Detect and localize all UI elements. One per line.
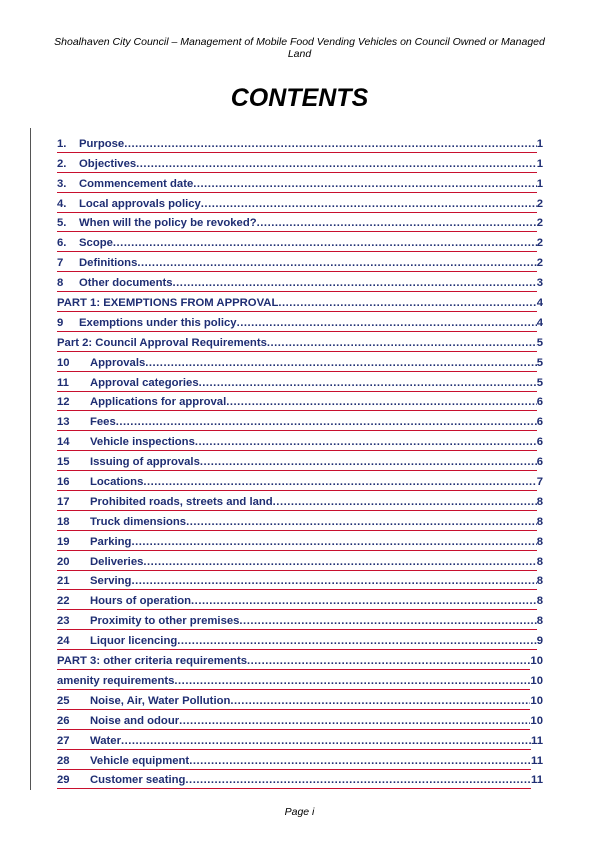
toc-entry-link[interactable] <box>57 317 537 332</box>
toc-entry-title: Truck dimensions <box>90 515 187 528</box>
toc-dot-leader <box>200 456 537 469</box>
toc-entry[interactable] <box>57 670 543 690</box>
toc-entry-link[interactable] <box>57 536 537 551</box>
toc-entry-link[interactable] <box>57 755 531 770</box>
toc-entry-title: Hours of operation <box>90 595 192 608</box>
toc-entry-number: 27 <box>57 734 70 747</box>
toc-entry-number: 13 <box>57 416 70 429</box>
toc-entry-page: 10 <box>530 655 543 668</box>
toc-dot-leader <box>273 496 537 509</box>
toc-entry-page: 8 <box>536 515 543 528</box>
toc-entry[interactable] <box>57 372 543 392</box>
toc-entry-link[interactable] <box>57 476 537 491</box>
toc-entry-page: 8 <box>536 555 543 568</box>
toc-entry-number: 21 <box>57 575 70 588</box>
toc-entry-link[interactable] <box>57 357 537 372</box>
toc-entry-title: Definitions <box>79 257 138 270</box>
toc-dot-leader <box>239 615 536 628</box>
toc-entry-number: 23 <box>57 615 70 628</box>
toc-entry-link[interactable] <box>57 217 537 232</box>
toc-entry-number: 9 <box>57 316 64 329</box>
toc-entry-title: Proximity to other premises <box>90 615 240 628</box>
toc-entry-number: 24 <box>57 635 70 648</box>
toc-entry-number: 1. <box>57 137 67 150</box>
toc-entry-title: Noise and odour <box>90 714 180 727</box>
toc-entry-page: 11 <box>531 734 543 747</box>
toc-entry-title: Locations <box>90 476 144 489</box>
toc-entry[interactable] <box>57 193 543 213</box>
toc-entry-number: 4. <box>57 197 67 210</box>
toc-entry[interactable] <box>57 411 543 431</box>
toc-entry-title: PART 3: other criteria requirements <box>57 655 248 668</box>
toc-entry-title: Deliveries <box>90 555 144 568</box>
toc-entry-page: 4 <box>536 316 543 329</box>
toc-entry-title: Issuing of approvals <box>90 456 200 469</box>
toc-entry-title: PART 1: EXEMPTIONS FROM APPROVAL <box>57 297 279 310</box>
toc-dot-leader <box>113 237 537 250</box>
toc-entry-number: 25 <box>57 694 70 707</box>
toc-entry-title: Commencement date <box>79 177 194 190</box>
toc-entry-number: 17 <box>57 495 70 508</box>
toc-entry-link[interactable] <box>57 257 537 272</box>
toc-entry[interactable] <box>57 650 543 670</box>
toc-entry-number: 7 <box>57 257 64 270</box>
toc-entry-page: 10 <box>530 694 543 707</box>
toc-entry[interactable] <box>57 392 543 412</box>
toc-entry[interactable] <box>57 252 543 272</box>
toc-dot-leader <box>185 774 531 787</box>
toc-entry-page: 2 <box>536 257 543 270</box>
toc-entry-link[interactable] <box>57 277 537 292</box>
toc-entry[interactable] <box>57 133 543 153</box>
toc-entry-title: Scope <box>79 237 113 250</box>
toc-entry[interactable] <box>57 610 543 630</box>
toc-entry-link[interactable] <box>57 138 537 153</box>
toc-entry-page: 2 <box>536 237 543 250</box>
toc-entry[interactable] <box>57 431 543 451</box>
toc-entry[interactable] <box>57 471 543 491</box>
toc-entry-link[interactable] <box>57 695 530 710</box>
toc-entry-number: 14 <box>57 436 70 449</box>
toc-dot-leader <box>131 536 536 549</box>
toc-dot-leader <box>199 377 537 390</box>
running-header <box>40 36 559 60</box>
toc-entry-page: 8 <box>536 595 543 608</box>
toc-entry[interactable] <box>57 352 543 372</box>
toc-dot-leader <box>124 138 537 151</box>
toc-entry-number: 11 <box>57 376 69 389</box>
toc-dot-leader <box>257 217 537 230</box>
toc-dot-leader <box>174 675 530 688</box>
toc-entry-number: 18 <box>57 515 70 528</box>
toc-entry[interactable] <box>57 451 543 471</box>
toc-entry-page: 9 <box>536 635 543 648</box>
toc-entry-title: amenity requirements <box>57 674 175 687</box>
toc-entry[interactable] <box>57 173 543 193</box>
toc-dot-leader <box>226 396 536 409</box>
toc-entry-page: 6 <box>536 436 543 449</box>
toc-entry-page: 1 <box>536 157 543 170</box>
table-of-contents <box>57 133 543 789</box>
toc-dot-leader <box>143 556 536 569</box>
toc-entry-link[interactable] <box>57 615 537 630</box>
toc-entry-title: Purpose <box>79 137 125 150</box>
toc-entry-page: 8 <box>536 615 543 628</box>
toc-entry-title: Prohibited roads, streets and land <box>90 495 273 508</box>
toc-entry-title: Approval categories <box>90 376 199 389</box>
toc-entry-page: 1 <box>536 177 543 190</box>
toc-dot-leader <box>191 595 537 608</box>
toc-entry-page: 1 <box>536 137 543 150</box>
toc-entry-link[interactable] <box>57 178 537 193</box>
toc-entry-link[interactable] <box>57 456 537 471</box>
toc-dot-leader <box>116 416 537 429</box>
toc-entry[interactable] <box>57 750 543 770</box>
toc-entry-number: 3. <box>57 177 67 190</box>
toc-entry-link[interactable] <box>57 655 530 670</box>
toc-entry[interactable] <box>57 730 543 750</box>
toc-dot-leader <box>121 735 531 748</box>
toc-dot-leader <box>143 476 536 489</box>
toc-dot-leader <box>278 297 536 310</box>
toc-entry[interactable] <box>57 292 543 312</box>
toc-entry[interactable] <box>57 232 543 252</box>
toc-entry-title: When will the policy be revoked? <box>79 217 257 230</box>
toc-entry-number: 19 <box>57 535 70 548</box>
toc-entry-number: 29 <box>57 774 70 787</box>
toc-entry-title: Applications for approval <box>90 396 227 409</box>
toc-entry-number: 15 <box>57 456 70 469</box>
toc-entry-title: Noise, Air, Water Pollution <box>90 694 231 707</box>
toc-entry-title: Customer seating <box>90 774 186 787</box>
toc-entry-page: 2 <box>536 197 543 210</box>
toc-entry-title: Parking <box>90 535 132 548</box>
toc-entry[interactable] <box>57 630 543 650</box>
toc-entry[interactable] <box>57 571 543 591</box>
toc-entry[interactable] <box>57 213 543 233</box>
toc-dot-leader <box>237 317 537 330</box>
toc-entry-page: 11 <box>531 754 543 767</box>
toc-entry[interactable] <box>57 590 543 610</box>
toc-dot-leader <box>193 178 536 191</box>
toc-entry-title: Vehicle inspections <box>90 436 195 449</box>
toc-entry-number: 22 <box>57 595 70 608</box>
toc-entry[interactable] <box>57 511 543 531</box>
toc-entry-page: 4 <box>536 297 543 310</box>
toc-entry-page: 2 <box>536 217 543 230</box>
toc-entry-link[interactable] <box>57 396 537 411</box>
toc-entry-link[interactable] <box>57 675 530 690</box>
toc-entry-link[interactable] <box>57 635 537 650</box>
toc-entry-title: Other documents <box>79 277 173 290</box>
toc-entry-link[interactable] <box>57 715 530 730</box>
toc-entry-link[interactable] <box>57 436 537 451</box>
toc-entry-page: 8 <box>536 575 543 588</box>
toc-entry[interactable] <box>57 332 543 352</box>
toc-entry-number: 5. <box>57 217 67 230</box>
toc-entry-title: Liquor licencing <box>90 635 178 648</box>
toc-entry[interactable] <box>57 531 543 551</box>
toc-entry-link[interactable] <box>57 237 537 252</box>
page-number: Page i <box>284 806 315 818</box>
toc-entry-link[interactable] <box>57 575 537 590</box>
toc-entry-number: 12 <box>57 396 70 409</box>
toc-entry-page: 8 <box>536 535 543 548</box>
toc-entry-link[interactable] <box>57 297 537 312</box>
toc-entry-number: 16 <box>57 476 70 489</box>
toc-entry[interactable] <box>57 551 543 571</box>
toc-entry-page: 5 <box>536 336 543 349</box>
toc-entry-link[interactable] <box>57 735 531 750</box>
toc-entry-number: 6. <box>57 237 67 250</box>
toc-entry-title: Serving <box>90 575 132 588</box>
toc-dot-leader <box>267 337 537 350</box>
toc-dot-leader <box>145 357 536 370</box>
toc-entry-page: 6 <box>536 456 543 469</box>
toc-entry-title: Local approvals policy <box>79 197 201 210</box>
toc-entry-link[interactable] <box>57 556 537 571</box>
toc-entry-number: 28 <box>57 754 70 767</box>
toc-entry-number: 10 <box>57 356 70 369</box>
toc-entry[interactable] <box>57 690 543 710</box>
toc-entry-link[interactable] <box>57 416 537 431</box>
toc-entry-title: Exemptions under this policy <box>79 316 237 329</box>
toc-dot-leader <box>136 158 537 171</box>
toc-entry-page: 6 <box>536 396 543 409</box>
toc-dot-leader <box>230 695 530 708</box>
toc-entry-title: Part 2: Council Approval Requirements <box>57 336 267 349</box>
page-title: CONTENTS <box>230 84 369 112</box>
toc-entry-number: 26 <box>57 714 70 727</box>
toc-entry-page: 8 <box>536 495 543 508</box>
toc-entry-link[interactable] <box>57 198 537 213</box>
toc-dot-leader <box>195 436 537 449</box>
toc-entry-title: Vehicle equipment <box>90 754 190 767</box>
toc-entry[interactable] <box>57 710 543 730</box>
toc-dot-leader <box>201 198 537 211</box>
toc-entry-page: 10 <box>530 674 543 687</box>
toc-dot-leader <box>131 575 536 588</box>
toc-entry-page: 5 <box>536 356 543 369</box>
toc-entry-link[interactable] <box>57 377 537 392</box>
toc-entry-title: Water <box>90 734 121 747</box>
toc-entry-number: 20 <box>57 555 70 568</box>
toc-dot-leader <box>179 715 530 728</box>
toc-entry-number: 2. <box>57 157 67 170</box>
toc-entry-title: Approvals <box>90 356 146 369</box>
toc-entry-page: 11 <box>531 774 543 787</box>
toc-dot-leader <box>189 755 531 768</box>
toc-entry-title: Objectives <box>79 157 137 170</box>
toc-entry-link[interactable] <box>57 595 537 610</box>
toc-dot-leader <box>186 516 537 529</box>
toc-entry-title: Fees <box>90 416 116 429</box>
toc-dot-leader <box>177 635 536 648</box>
toc-entry[interactable] <box>57 153 543 173</box>
toc-entry-page: 5 <box>536 376 543 389</box>
toc-entry-link[interactable] <box>57 496 537 511</box>
toc-entry-link[interactable] <box>57 158 537 173</box>
toc-entry[interactable] <box>57 491 543 511</box>
toc-dot-leader <box>173 277 537 290</box>
revision-change-bar <box>30 128 31 790</box>
running-header-line-2: Land <box>287 48 312 60</box>
toc-entry[interactable] <box>57 272 543 292</box>
toc-entry-page: 3 <box>536 277 543 290</box>
toc-entry[interactable] <box>57 770 543 790</box>
toc-entry-link[interactable] <box>57 774 531 789</box>
toc-entry-link[interactable] <box>57 337 537 352</box>
toc-entry-number: 8 <box>57 277 64 290</box>
toc-entry[interactable] <box>57 312 543 332</box>
toc-entry-page: 7 <box>536 476 543 489</box>
toc-entry-link[interactable] <box>57 516 537 531</box>
toc-dot-leader <box>247 655 530 668</box>
toc-dot-leader <box>137 257 536 270</box>
running-header-line-1: Shoalhaven City Council – Management of Mobile Food Vending Vehicles on Council Owned or Managed <box>54 36 545 48</box>
toc-entry-page: 10 <box>530 714 543 727</box>
toc-entry-page: 6 <box>536 416 543 429</box>
